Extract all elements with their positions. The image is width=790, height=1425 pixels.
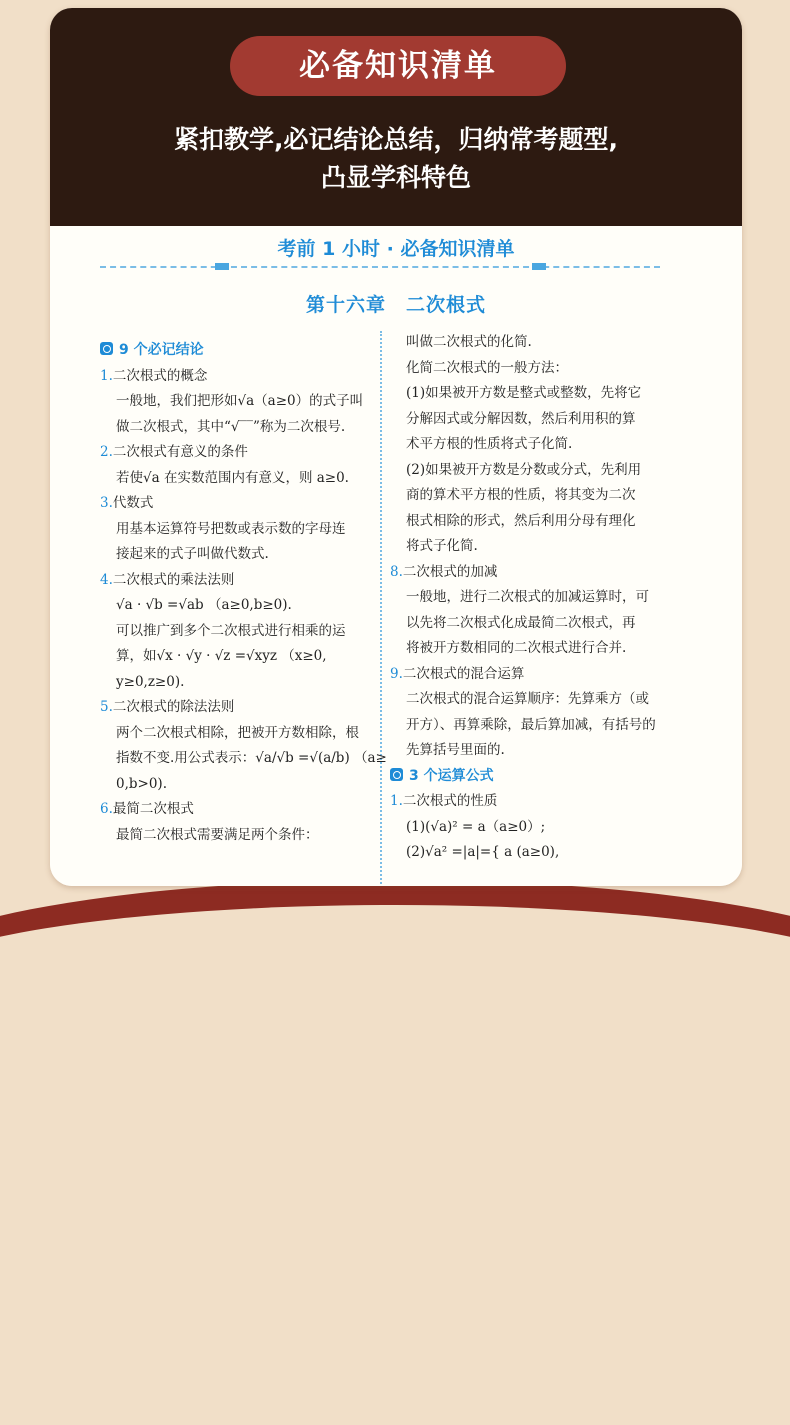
text-line — [100, 695, 375, 721]
item-heading: 二次根式的加减 — [402, 563, 498, 580]
item-heading: 二次根式的混合运算 — [402, 665, 525, 682]
text-line: 一般地，进行二次根式的加减运算时，可 — [406, 589, 649, 605]
text-line: 一般地，我们把形如√a（a≥0）的式子叫 — [116, 393, 364, 409]
item-number: 3. — [100, 495, 113, 511]
text-line — [100, 568, 375, 594]
right-column — [390, 330, 690, 866]
item-number: 1. — [100, 367, 113, 384]
column-divider — [380, 331, 382, 886]
item-heading: 二次根式的除法法则 — [112, 699, 235, 715]
left-column — [100, 338, 387, 848]
text-line — [100, 364, 375, 390]
text-line — [390, 560, 690, 586]
item-heading: 代数式 — [112, 495, 154, 511]
rule-mark-right — [532, 263, 546, 270]
rule-mark-left — [215, 263, 229, 270]
item-number: 2. — [100, 444, 113, 460]
text-line: 先算括号里面的. — [406, 742, 505, 758]
text-line: 根式相除的形式，然后利用分母有理化 — [406, 512, 636, 529]
text-line — [390, 662, 690, 688]
text-line: 算，如√x · √y · √z =√xyz （x≥0, — [116, 648, 327, 664]
text-line: 可以推广到多个二次根式进行相乘的运 — [116, 622, 346, 639]
text-line: 接起来的式子叫做代数式. — [116, 546, 269, 562]
text-line: 以先将二次根式化成最简二次根式，再 — [406, 614, 636, 631]
text-line: 叫做二次根式的化简. — [406, 334, 532, 350]
text-line — [100, 797, 375, 823]
text-line — [390, 789, 690, 815]
text-line: 二次根式的混合运算顺序：先算乘方（或 — [406, 691, 649, 707]
item-number: 8. — [390, 563, 403, 580]
text-line: 两个二次根式相除，把被开方数相除，根 — [116, 724, 359, 741]
item-number: 5. — [100, 699, 113, 715]
content-card — [50, 8, 742, 886]
text-line: 将式子化简. — [406, 538, 478, 554]
text-line: 分解因式或分解因数，然后利用积的算 — [406, 410, 636, 427]
header-banner — [50, 8, 742, 226]
text-line: (1)(√a)² = a（a≥0）; — [406, 818, 546, 835]
item-number: 9. — [390, 665, 403, 682]
chapter-title: 第十六章 二次根式 — [305, 294, 486, 316]
text-line: 做二次根式，其中“√‾‾”称为二次根号. — [116, 418, 346, 435]
book-page — [50, 226, 742, 886]
text-line: 若使√a 在实数范围内有意义，则 a≥0. — [116, 469, 349, 486]
text-line — [100, 338, 375, 364]
text-line: 将被开方数相同的二次根式进行合并. — [406, 640, 627, 656]
title-rule — [100, 266, 660, 268]
text-line: (2)如果被开方数是分数或分式，先利用 — [406, 461, 642, 478]
text-line: (2)√a² =|a|={ a (a≥0), — [406, 844, 560, 860]
item-number: 6. — [100, 801, 113, 817]
section-title: 考前 1 小时 · 必备知识清单 — [277, 238, 515, 260]
section-marker-icon — [390, 768, 403, 781]
subtitle-line-1: 紧扣教学,必记结论总结，归纳常考题型, — [174, 125, 618, 154]
text-line: 化简二次根式的一般方法： — [406, 359, 568, 376]
text-line: 用基本运算符号把数或表示数的字母连 — [116, 520, 346, 537]
item-heading: 二次根式的概念 — [112, 367, 208, 384]
subtitle-line-2: 凸显学科特色 — [320, 163, 471, 192]
pill-title: 必备知识清单 — [230, 36, 566, 96]
text-line: 开方）、再算乘除，最后算加减，有括号的 — [406, 716, 656, 733]
item-heading: 二次根式有意义的条件 — [112, 444, 248, 460]
section-heading: 3 个运算公式 — [409, 767, 494, 784]
text-line: y≥0,z≥0). — [116, 673, 185, 690]
text-line: 指数不变.用公式表示：√a/√b =√(a/b) （a≥ — [116, 750, 387, 766]
section-heading: 9 个必记结论 — [119, 342, 204, 358]
text-line: 最简二次根式需要满足两个条件： — [116, 826, 319, 843]
section-marker-icon — [100, 342, 113, 355]
item-heading: 二次根式的性质 — [402, 793, 498, 809]
text-line: √a · √b =√ab （a≥0,b≥0). — [116, 597, 292, 613]
text-line — [390, 764, 690, 790]
bottom-arc-inner — [0, 905, 790, 1425]
text-line: 术平方根的性质将式子化简. — [406, 436, 573, 452]
text-line — [100, 440, 375, 466]
text-line — [100, 491, 375, 517]
item-heading: 二次根式的乘法法则 — [112, 571, 235, 588]
item-heading: 最简二次根式 — [112, 801, 194, 817]
text-line: (1)如果被开方数是整式或整数，先将它 — [406, 385, 642, 401]
item-number: 1. — [390, 793, 403, 809]
text-line: 商的算术平方根的性质，将其变为二次 — [406, 487, 636, 503]
text-line: 0,b>0). — [116, 775, 167, 792]
item-number: 4. — [100, 571, 113, 588]
